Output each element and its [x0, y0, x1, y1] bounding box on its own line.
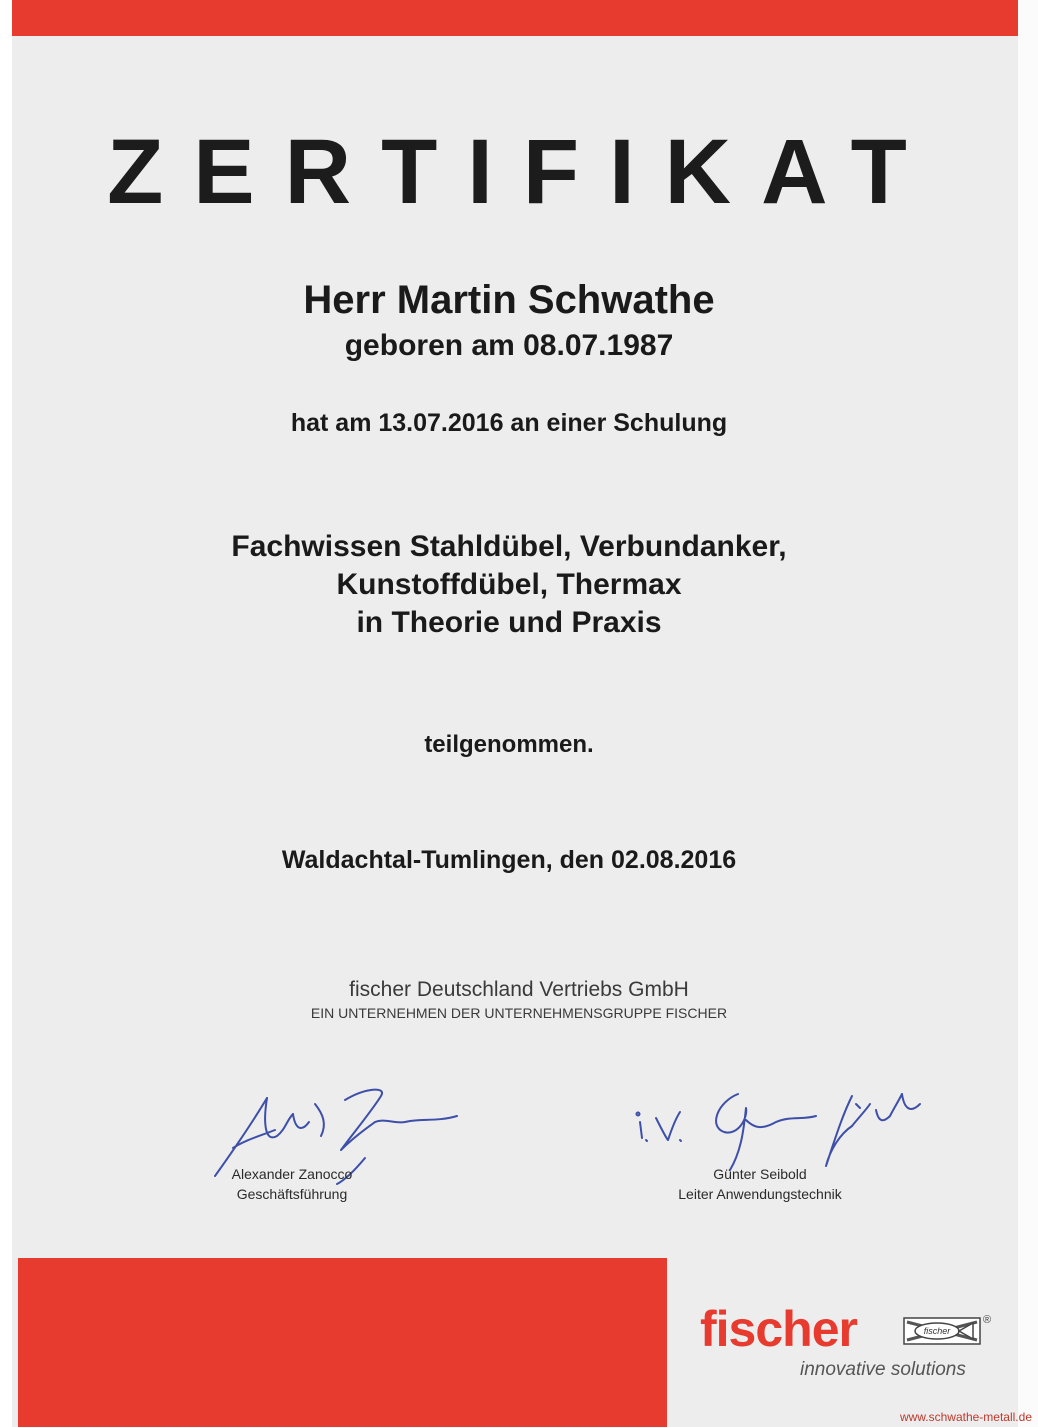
signatory-name: Alexander Zanocco [231, 1166, 353, 1182]
bottom-red-bar [18, 1258, 667, 1427]
course-line: Kunstoffdübel, Thermax [336, 568, 682, 601]
signatory-role: Geschäftsführung [236, 1186, 348, 1202]
certificate-title: ZERTIFIKAT [107, 121, 937, 223]
birth-date-line: geboren am 08.07.1987 [344, 329, 674, 362]
training-intro-line: hat am 13.07.2016 an einer Schulung [290, 409, 728, 437]
participated-line: teilgenommen. [424, 731, 594, 758]
place-date-line: Waldachtal-Tumlingen, den 02.08.2016 [281, 846, 737, 874]
registered-mark: ® [983, 1314, 992, 1326]
recipient-name: Herr Martin Schwathe [303, 278, 715, 322]
logo-badge-text: fischer [923, 1326, 951, 1336]
signatory-name: Günter Seibold [713, 1166, 807, 1182]
scan-edge [1018, 0, 1038, 1427]
signatory-right [640, 1164, 880, 1204]
top-red-bar [12, 0, 1018, 36]
signatory-role: Leiter Anwendungstechnik [678, 1186, 842, 1202]
tagline: innovative solutions [800, 1359, 966, 1380]
fischer-fish-logo-icon [903, 1316, 981, 1346]
signatory-left [192, 1164, 392, 1204]
course-line: Fachwissen Stahldübel, Verbundanker, [231, 530, 787, 563]
website-watermark: www.schwathe-metall.de [899, 1410, 1032, 1424]
company-name: fischer Deutschland Vertriebs GmbH [349, 978, 689, 1001]
company-group-line: EIN UNTERNEHMEN DER UNTERNEHMENSGRUPPE FISCHER [310, 1005, 728, 1021]
course-line: in Theorie und Praxis [356, 606, 662, 639]
fischer-logo-text: fischer [700, 1301, 857, 1357]
course-title [0, 528, 1018, 642]
